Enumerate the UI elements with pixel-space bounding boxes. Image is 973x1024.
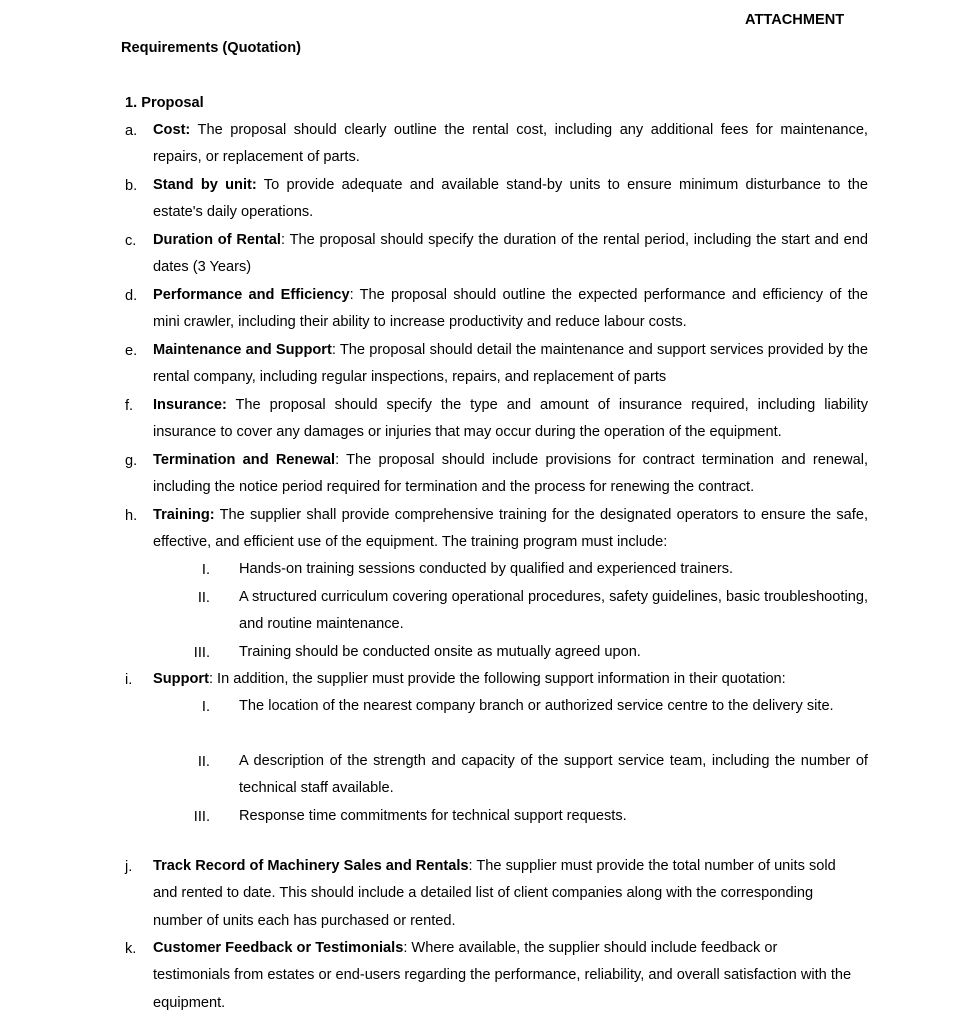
item-text: The proposal should specify the type and amount of insurance required, including liability insurance to cover any damages or injuries that may occur during the operation of the equipment. — [153, 397, 868, 441]
item-label: Stand by unit: — [153, 177, 257, 193]
item-body — [153, 935, 858, 1017]
item-text: The supplier shall provide comprehensive training for the designated operators to ensure the safe, effective, and efficient use of the equipment. The training program must include: — [153, 507, 868, 551]
sub-item-text: The location of the nearest company branch or authorized service centre to the delivery site. — [239, 698, 834, 714]
item-text: The proposal should clearly outline the rental cost, including any additional fees for maintenance, repairs, or replacement of parts. — [153, 122, 868, 166]
item-text: : The proposal should include provisions for contract termination and renewal, including the notice period required for termination and the process for renewing the contract. — [153, 452, 869, 496]
item-label: Insurance: — [153, 397, 227, 413]
item-body — [153, 666, 868, 693]
sub-item-numeral: III. — [193, 645, 210, 661]
sub-item-numeral: II. — [197, 590, 210, 606]
item-label: Performance and Efficiency — [153, 287, 350, 303]
item-label: Support — [153, 671, 209, 687]
item-body — [153, 853, 858, 935]
item-label: Maintenance and Support — [153, 342, 332, 358]
sub-item-numeral: III. — [193, 809, 210, 825]
section-title: 1. Proposal — [125, 95, 204, 111]
item-body — [153, 447, 868, 502]
requirements-title: Requirements (Quotation) — [121, 40, 301, 56]
item-letter: c. — [125, 233, 137, 249]
item-letter: a. — [125, 123, 138, 139]
sub-item-text: Training should be conducted onsite as mutually agreed upon. — [239, 644, 641, 660]
item-text: : The proposal should specify the duration of the rental period, including the start and end dates (3 Years) — [153, 232, 868, 276]
item-body — [153, 502, 868, 557]
item-text: To provide adequate and available stand-by units to ensure minimum disturbance to the estate's daily operations. — [153, 177, 868, 221]
sub-item-numeral: I. — [201, 562, 210, 578]
sub-item-text: Response time commitments for technical support requests. — [239, 808, 627, 824]
item-text: : The supplier must provide the total number of units sold and rented to date. This should include a detailed list of client companies along with the corresponding number of units each has purchased or rented. — [153, 858, 836, 929]
item-letter: j. — [125, 859, 133, 875]
item-label: Duration of Rental — [153, 232, 281, 248]
item-letter: k. — [125, 941, 137, 957]
sub-item-text: A structured curriculum covering operational procedures, safety guidelines, basic troubleshooting, and routine maintenance. — [239, 589, 868, 633]
item-label: Cost: — [153, 122, 191, 138]
item-letter: e. — [125, 343, 138, 359]
sub-item-text: Hands-on training sessions conducted by qualified and experienced trainers. — [239, 561, 734, 577]
sub-item-text: A description of the strength and capacity of the support service team, including the number of technical staff available. — [239, 753, 868, 797]
item-letter: g. — [125, 453, 138, 469]
item-letter: d. — [125, 288, 138, 304]
item-text: : The proposal should detail the maintenance and support services provided by the rental company, including regular inspections, repairs, and replacement of parts — [153, 342, 868, 386]
sub-item-numeral: II. — [197, 754, 210, 770]
attachment-heading: ATTACHMENT — [745, 12, 845, 28]
item-text: : Where available, the supplier should include feedback or testimonials from estates or end-users regarding the performance, reliability, and overall satisfaction with the equipment. — [153, 940, 852, 1011]
item-body — [153, 117, 868, 172]
sub-item-numeral: I. — [201, 699, 210, 715]
item-label: Track Record of Machinery Sales and Rentals — [153, 858, 469, 874]
item-letter: h. — [125, 508, 138, 524]
item-body — [153, 392, 868, 447]
item-label: Customer Feedback or Testimonials — [153, 940, 404, 956]
item-label: Training: — [153, 507, 215, 523]
item-letter: b. — [125, 178, 138, 194]
item-letter: f. — [125, 398, 134, 414]
item-body — [153, 172, 868, 227]
item-text: : In addition, the supplier must provide the following support information in their quotation: — [208, 671, 786, 687]
item-letter: i. — [125, 672, 133, 688]
item-text: : The proposal should outline the expected performance and efficiency of the mini crawler, including their ability to increase productivity and reduce labour costs. — [153, 287, 868, 331]
item-body — [153, 227, 868, 282]
item-body — [153, 282, 868, 337]
item-label: Termination and Renewal — [153, 452, 336, 468]
item-body — [153, 337, 868, 392]
